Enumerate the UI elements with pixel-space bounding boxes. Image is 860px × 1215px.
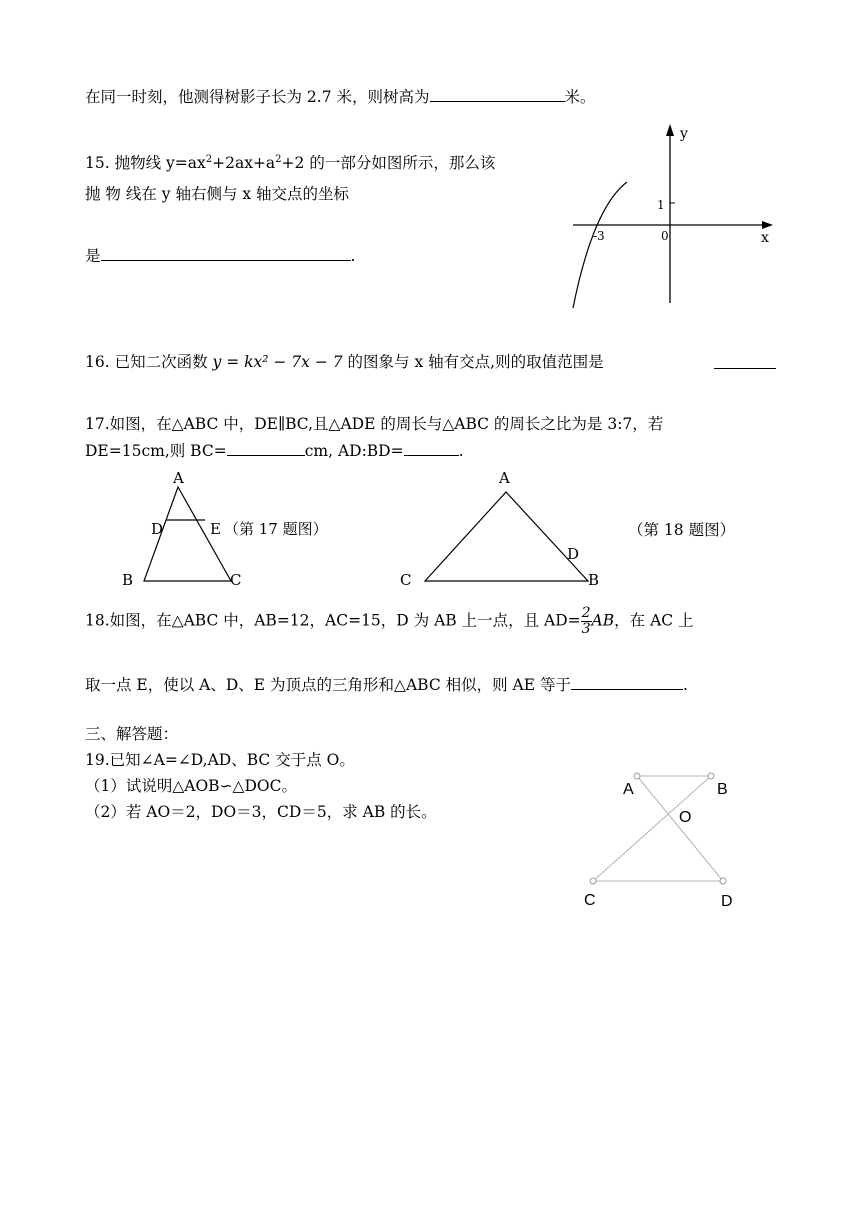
q15-line2: 抛 物 线在 y 轴右侧与 x 轴交点的坐标 xyxy=(85,185,350,203)
x-label: x xyxy=(761,230,769,246)
q19-label-a: A xyxy=(623,781,634,798)
q15-text-b: +2ax+a xyxy=(212,154,276,173)
y-label: y xyxy=(680,126,688,142)
q19-line3: （2）若 AO＝2，DO＝3，CD＝5，求 AB 的长。 xyxy=(85,803,437,821)
q15-text-shi: 是 xyxy=(85,247,101,265)
q18-text-b: ，在 AC 上 xyxy=(614,611,694,630)
q19-label-c: C xyxy=(584,892,596,909)
q19-point-d xyxy=(720,878,726,884)
q17-period: . xyxy=(458,442,464,460)
q15-answer-blank[interactable] xyxy=(101,246,351,261)
q19-line2: （1）试说明△AOB∽△DOC。 xyxy=(85,777,297,795)
q15-text-a: 15. 抛物线 y=ax xyxy=(85,154,206,173)
q17-label-b: B xyxy=(122,571,134,589)
q18-fraction xyxy=(581,606,592,637)
q17-label-e: E xyxy=(210,520,221,538)
q18-frac-num: 2 xyxy=(581,605,591,621)
q15-sup-a: 2 xyxy=(205,154,213,165)
q19-point-a xyxy=(634,773,640,779)
q19-figure xyxy=(578,765,753,915)
q18-text-c: 取一点 E，使以 A、D、E 为顶点的三角形和△ABC 相似，则 AE 等于 xyxy=(85,676,571,694)
q17-label-d: D xyxy=(151,520,164,538)
x-axis-arrow-icon xyxy=(762,221,773,229)
q19-point-c xyxy=(590,878,596,884)
y-axis-arrow-icon xyxy=(666,124,674,136)
q16-suffix: 的图象与 x 轴有交点,则的取值范围是 xyxy=(347,353,604,371)
q17-text-bc: DE=15cm,则 BC= xyxy=(85,442,227,460)
q18-period: . xyxy=(682,676,688,694)
q19-segment-ad xyxy=(637,776,723,881)
q19-point-b xyxy=(708,773,714,779)
parabola-curve xyxy=(573,182,627,308)
q16-line xyxy=(85,352,604,372)
q17-label-a: A xyxy=(173,469,184,487)
q15-line1 xyxy=(85,150,495,173)
q18-answer-blank[interactable] xyxy=(571,675,683,690)
q17-label-c: C xyxy=(230,571,242,589)
q17-adbd-blank[interactable] xyxy=(404,441,459,456)
q19-segment-bc xyxy=(593,776,711,881)
q14-unit: 米。 xyxy=(564,88,596,106)
q14-line xyxy=(85,87,596,107)
q15-parabola-graph xyxy=(565,118,785,310)
q15-line3 xyxy=(85,246,355,266)
q17-bc-blank[interactable] xyxy=(227,441,305,456)
q14-answer-blank[interactable] xyxy=(430,87,565,102)
q19-line1: 19.已知∠A=∠D,AD、BC 交于点 O。 xyxy=(85,751,355,769)
section-3-title: 三、解答题： xyxy=(85,725,179,743)
q18-frac-var: AB xyxy=(591,611,615,630)
q18-label-b: B xyxy=(588,571,600,589)
q15-text-c: +2 的一部分如图所示，那么该 xyxy=(281,154,496,173)
q19-label-d: D xyxy=(721,893,733,910)
origin-label: 0 xyxy=(661,229,669,243)
q18-line1 xyxy=(85,606,694,637)
q17-figure-caption: （第 17 题图） xyxy=(224,520,328,538)
tick-neg3-label: -3 xyxy=(593,229,605,243)
q17-text-adbd: cm, AD:BD= xyxy=(304,442,404,460)
q18-label-a: A xyxy=(499,469,510,487)
q17-line1: 17.如图，在△ABC 中，DE∥BC,且△ADE 的周长与△ABC 的周长之比为是 3:7，若 xyxy=(85,415,664,433)
q18-triangle xyxy=(425,492,588,581)
q18-text-a: 18.如图，在△ABC 中，AB=12，AC=15，D 为 AB 上一点，且 AD= xyxy=(85,611,581,630)
q16-formula: y = kx² − 7x − 7 xyxy=(212,353,343,371)
q18-triangle-figure xyxy=(395,465,645,595)
tick-1-label: 1 xyxy=(657,198,665,212)
q16-prefix: 16. 已知二次函数 xyxy=(85,353,208,371)
q19-label-b: B xyxy=(717,781,728,798)
q17-triangle-figure xyxy=(118,465,358,595)
q18-label-d: D xyxy=(567,545,580,563)
q14-text: 在同一时刻，他测得树影子长为 2.7 米，则树高为 xyxy=(85,88,430,106)
q17-line2 xyxy=(85,441,464,461)
q18-figure-caption: （第 18 题图） xyxy=(628,521,736,539)
q16-answer-blank[interactable] xyxy=(714,354,776,369)
q18-label-c: C xyxy=(400,571,412,589)
q15-sup-b: 2 xyxy=(275,154,282,165)
q19-label-o: O xyxy=(679,809,692,826)
q18-frac-den: 3 xyxy=(581,621,591,637)
q18-line2 xyxy=(85,675,688,695)
q15-period: . xyxy=(350,247,356,265)
